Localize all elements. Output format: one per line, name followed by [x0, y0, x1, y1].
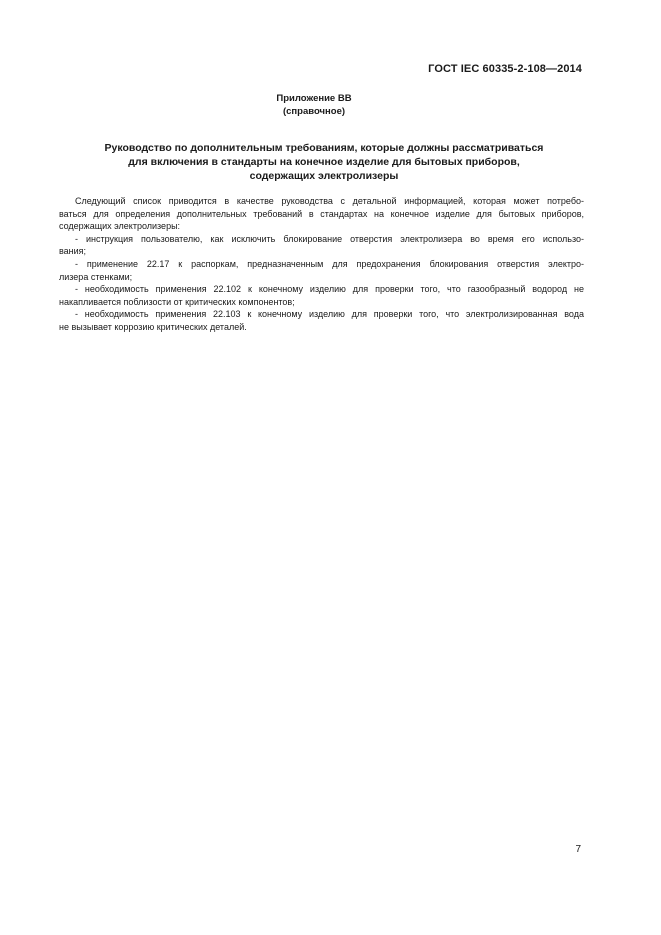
heading-line: для включения в стандарты на конечное изделие для бытовых приборов, [128, 156, 520, 168]
appendix-block [0, 92, 628, 118]
list-item-line: - применение 22.17 к распоркам, предназначенным для предохранения блокирования отверстия электро- [75, 258, 584, 269]
list-item-line: вания; [59, 246, 87, 257]
heading-line: содержащих электролизеры [249, 170, 399, 182]
section-heading [0, 141, 648, 183]
paragraph-intro-line: Следующий список приводится в качестве руководства с детальной информацией, которая может потребо- [75, 196, 584, 206]
list-item-line: не вызывает коррозию критических деталей. [59, 321, 247, 332]
paragraph-intro-line: содержащих электролизеры: [59, 221, 181, 232]
paragraph-intro-line: ваться для определения дополнительных требований в стандартах на конечное изделие для бытовых приборов, [59, 208, 584, 219]
list-item-line: накапливается поблизости от критических компонентов; [59, 296, 295, 307]
document-code: ГОСТ IEC 60335-2-108—2014 [428, 63, 582, 75]
list-item-line: - инструкция пользователю, как исключить блокирование отверстия электролизера во время его использо- [75, 233, 584, 244]
list-item-line: - необходимость применения 22.102 к конечному изделию для проверки того, что газообразный водород не [75, 284, 584, 295]
page-number: 7 [575, 844, 581, 855]
list-item-line: - необходимость применения 22.103 к конечному изделию для проверки того, что электролизированная вода [75, 309, 584, 320]
appendix-title: Приложение ВВ [276, 93, 352, 104]
list-item-line: лизера стенками; [59, 271, 133, 282]
appendix-subtitle: (справочное) [282, 106, 346, 117]
body-text [59, 195, 584, 334]
heading-line: Руководство по дополнительным требованиям, которые должны рассматриваться [104, 142, 544, 154]
